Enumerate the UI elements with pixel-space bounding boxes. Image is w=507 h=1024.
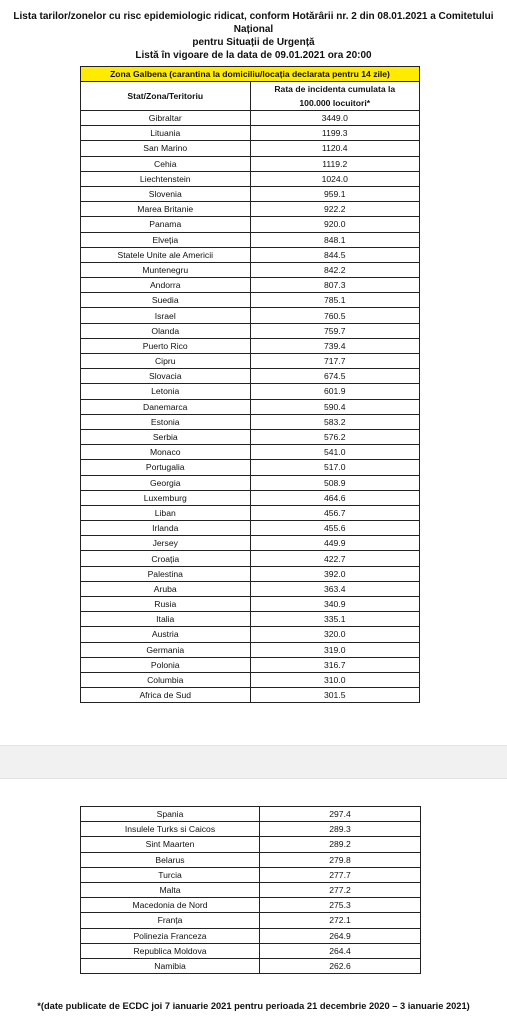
table-row [81, 521, 420, 536]
incidence-rate: 576.2 [250, 429, 420, 444]
incidence-rate: 739.4 [250, 338, 420, 353]
document-header [0, 10, 507, 62]
country-name: Austria [81, 627, 251, 642]
country-name: Marea Britanie [81, 202, 251, 217]
country-name: Luxemburg [81, 490, 251, 505]
table-row [81, 399, 420, 414]
country-name: Malta [81, 882, 260, 897]
table-row [81, 807, 421, 822]
country-name: Olanda [81, 323, 251, 338]
incidence-rate: 508.9 [250, 475, 420, 490]
incidence-rate: 583.2 [250, 414, 420, 429]
country-name: Spania [81, 807, 260, 822]
table-row [81, 323, 420, 338]
country-name: Georgia [81, 475, 251, 490]
country-name: Columbia [81, 672, 251, 687]
incidence-rate: 264.4 [260, 943, 421, 958]
incidence-rate: 392.0 [250, 566, 420, 581]
table-row [81, 111, 420, 126]
table-row [81, 566, 420, 581]
country-name: Rusia [81, 597, 251, 612]
table-row [81, 943, 421, 958]
table-row [81, 354, 420, 369]
column-header-rate-line2: 100.000 locuitori* [299, 98, 371, 108]
incidence-rate: 277.2 [260, 882, 421, 897]
table-row [81, 278, 420, 293]
incidence-rate: 1119.2 [250, 156, 420, 171]
country-name: San Marino [81, 141, 251, 156]
country-name: Franța [81, 913, 260, 928]
country-name: Namibia [81, 958, 260, 973]
country-name: Belarus [81, 852, 260, 867]
table-row [81, 642, 420, 657]
country-name: Slovenia [81, 186, 251, 201]
country-name: Irlanda [81, 521, 251, 536]
table-row [81, 262, 420, 277]
country-name: Sint Maarten [81, 837, 260, 852]
table-row [81, 958, 421, 973]
page-break-separator [0, 745, 507, 779]
incidence-table-part1 [80, 66, 420, 703]
header-title-line1: Lista tarilor/zonelor cu risc epidemiologic ridicat, conform Hotărârii nr. 2 din 08.01.2021 a Comitetului Național [13, 11, 494, 35]
incidence-rate: 277.7 [260, 867, 421, 882]
table-row [81, 156, 420, 171]
incidence-rate: 1199.3 [250, 126, 420, 141]
table-row [81, 429, 420, 444]
header-title-line2: pentru Situații de Urgență [192, 37, 315, 48]
table-row [81, 882, 421, 897]
country-name: Turcia [81, 867, 260, 882]
table-row [81, 445, 420, 460]
table-row [81, 688, 420, 703]
table-row [81, 597, 420, 612]
incidence-rate: 262.6 [260, 958, 421, 973]
country-name: Slovacia [81, 369, 251, 384]
country-name: Danemarca [81, 399, 251, 414]
country-name: Gibraltar [81, 111, 251, 126]
table-row [81, 822, 421, 837]
incidence-rate: 922.2 [250, 202, 420, 217]
table-row [81, 232, 420, 247]
zone-title: Zona Galbena (carantina la domiciliu/locația declarata pentru 14 zile) [81, 67, 420, 82]
incidence-rate: 760.5 [250, 308, 420, 323]
country-name: Liechtenstein [81, 171, 251, 186]
incidence-rate: 275.3 [260, 898, 421, 913]
country-name: Italia [81, 612, 251, 627]
incidence-rate: 272.1 [260, 913, 421, 928]
zone-title-row [81, 67, 420, 82]
country-name: Israel [81, 308, 251, 323]
table-row [81, 551, 420, 566]
incidence-rate: 601.9 [250, 384, 420, 399]
incidence-rate: 289.3 [260, 822, 421, 837]
incidence-rate: 959.1 [250, 186, 420, 201]
incidence-rate: 920.0 [250, 217, 420, 232]
country-name: Portugalia [81, 460, 251, 475]
incidence-rate: 316.7 [250, 657, 420, 672]
country-name: Cehia [81, 156, 251, 171]
country-name: Macedonia de Nord [81, 898, 260, 913]
incidence-rate: 335.1 [250, 612, 420, 627]
incidence-rate: 541.0 [250, 445, 420, 460]
table-row [81, 338, 420, 353]
country-name: Polinezia Franceza [81, 928, 260, 943]
incidence-rate: 717.7 [250, 354, 420, 369]
incidence-rate: 319.0 [250, 642, 420, 657]
country-name: Polonia [81, 657, 251, 672]
incidence-rate: 455.6 [250, 521, 420, 536]
country-name: Letonia [81, 384, 251, 399]
incidence-rate: 848.1 [250, 232, 420, 247]
column-header-row [81, 82, 420, 111]
incidence-table-part2 [80, 806, 421, 974]
table-row [81, 202, 420, 217]
incidence-rate: 449.9 [250, 536, 420, 551]
incidence-rate: 590.4 [250, 399, 420, 414]
header-validity-line: Listă în vigoare de la data de 09.01.2021 ora 20:00 [135, 50, 372, 61]
table-row [81, 867, 421, 882]
incidence-rate: 1120.4 [250, 141, 420, 156]
incidence-rate: 297.4 [260, 807, 421, 822]
footnote: *(date publicate de ECDC joi 7 ianuarie 2021 pentru perioada 21 decembrie 2020 – 3 ianuarie 2021) [37, 1001, 470, 1011]
country-name: Andorra [81, 278, 251, 293]
table-row [81, 247, 420, 262]
incidence-rate: 844.5 [250, 247, 420, 262]
incidence-rate: 3449.0 [250, 111, 420, 126]
table-row [81, 414, 420, 429]
table-row [81, 293, 420, 308]
country-name: Africa de Sud [81, 688, 251, 703]
incidence-rate: 464.6 [250, 490, 420, 505]
country-name: Estonia [81, 414, 251, 429]
table-row [81, 384, 420, 399]
table-row [81, 186, 420, 201]
table-row [81, 672, 420, 687]
column-header-rate-line1: Rata de incidenta cumulata la [274, 84, 396, 94]
table-row [81, 308, 420, 323]
country-name: Serbia [81, 429, 251, 444]
country-name: Monaco [81, 445, 251, 460]
table-row [81, 475, 420, 490]
table-row [81, 536, 420, 551]
table-row [81, 928, 421, 943]
table-row [81, 460, 420, 475]
country-name: Muntenegru [81, 262, 251, 277]
table-row [81, 217, 420, 232]
country-name: Puerto Rico [81, 338, 251, 353]
country-name: Germania [81, 642, 251, 657]
incidence-rate: 363.4 [250, 581, 420, 596]
incidence-rate: 310.0 [250, 672, 420, 687]
country-name: Aruba [81, 581, 251, 596]
incidence-rate: 264.9 [260, 928, 421, 943]
table-row [81, 627, 420, 642]
table-row [81, 581, 420, 596]
incidence-rate: 517.0 [250, 460, 420, 475]
table-row [81, 898, 421, 913]
incidence-rate: 785.1 [250, 293, 420, 308]
table-row [81, 612, 420, 627]
incidence-rate: 842.2 [250, 262, 420, 277]
incidence-rate: 674.5 [250, 369, 420, 384]
country-name: Croația [81, 551, 251, 566]
table-row [81, 171, 420, 186]
table-row [81, 505, 420, 520]
column-header-country: Stat/Zona/Teritoriu [81, 82, 251, 111]
country-name: Jersey [81, 536, 251, 551]
incidence-rate: 422.7 [250, 551, 420, 566]
incidence-rate: 340.9 [250, 597, 420, 612]
table-row [81, 126, 420, 141]
table-row [81, 837, 421, 852]
country-name: Palestina [81, 566, 251, 581]
incidence-rate: 759.7 [250, 323, 420, 338]
column-header-rate [250, 82, 420, 111]
country-name: Cipru [81, 354, 251, 369]
table-row [81, 490, 420, 505]
table-row [81, 657, 420, 672]
country-name: Republica Moldova [81, 943, 260, 958]
table-row [81, 141, 420, 156]
country-name: Panama [81, 217, 251, 232]
incidence-rate: 320.0 [250, 627, 420, 642]
incidence-rate: 289.2 [260, 837, 421, 852]
country-name: Lituania [81, 126, 251, 141]
incidence-rate: 1024.0 [250, 171, 420, 186]
country-name: Liban [81, 505, 251, 520]
table-row [81, 369, 420, 384]
table-row [81, 852, 421, 867]
country-name: Insulele Turks si Caicos [81, 822, 260, 837]
country-name: Elveția [81, 232, 251, 247]
incidence-rate: 301.5 [250, 688, 420, 703]
country-name: Statele Unite ale Americii [81, 247, 251, 262]
country-name: Suedia [81, 293, 251, 308]
incidence-rate: 279.8 [260, 852, 421, 867]
incidence-rate: 807.3 [250, 278, 420, 293]
incidence-rate: 456.7 [250, 505, 420, 520]
table-row [81, 913, 421, 928]
